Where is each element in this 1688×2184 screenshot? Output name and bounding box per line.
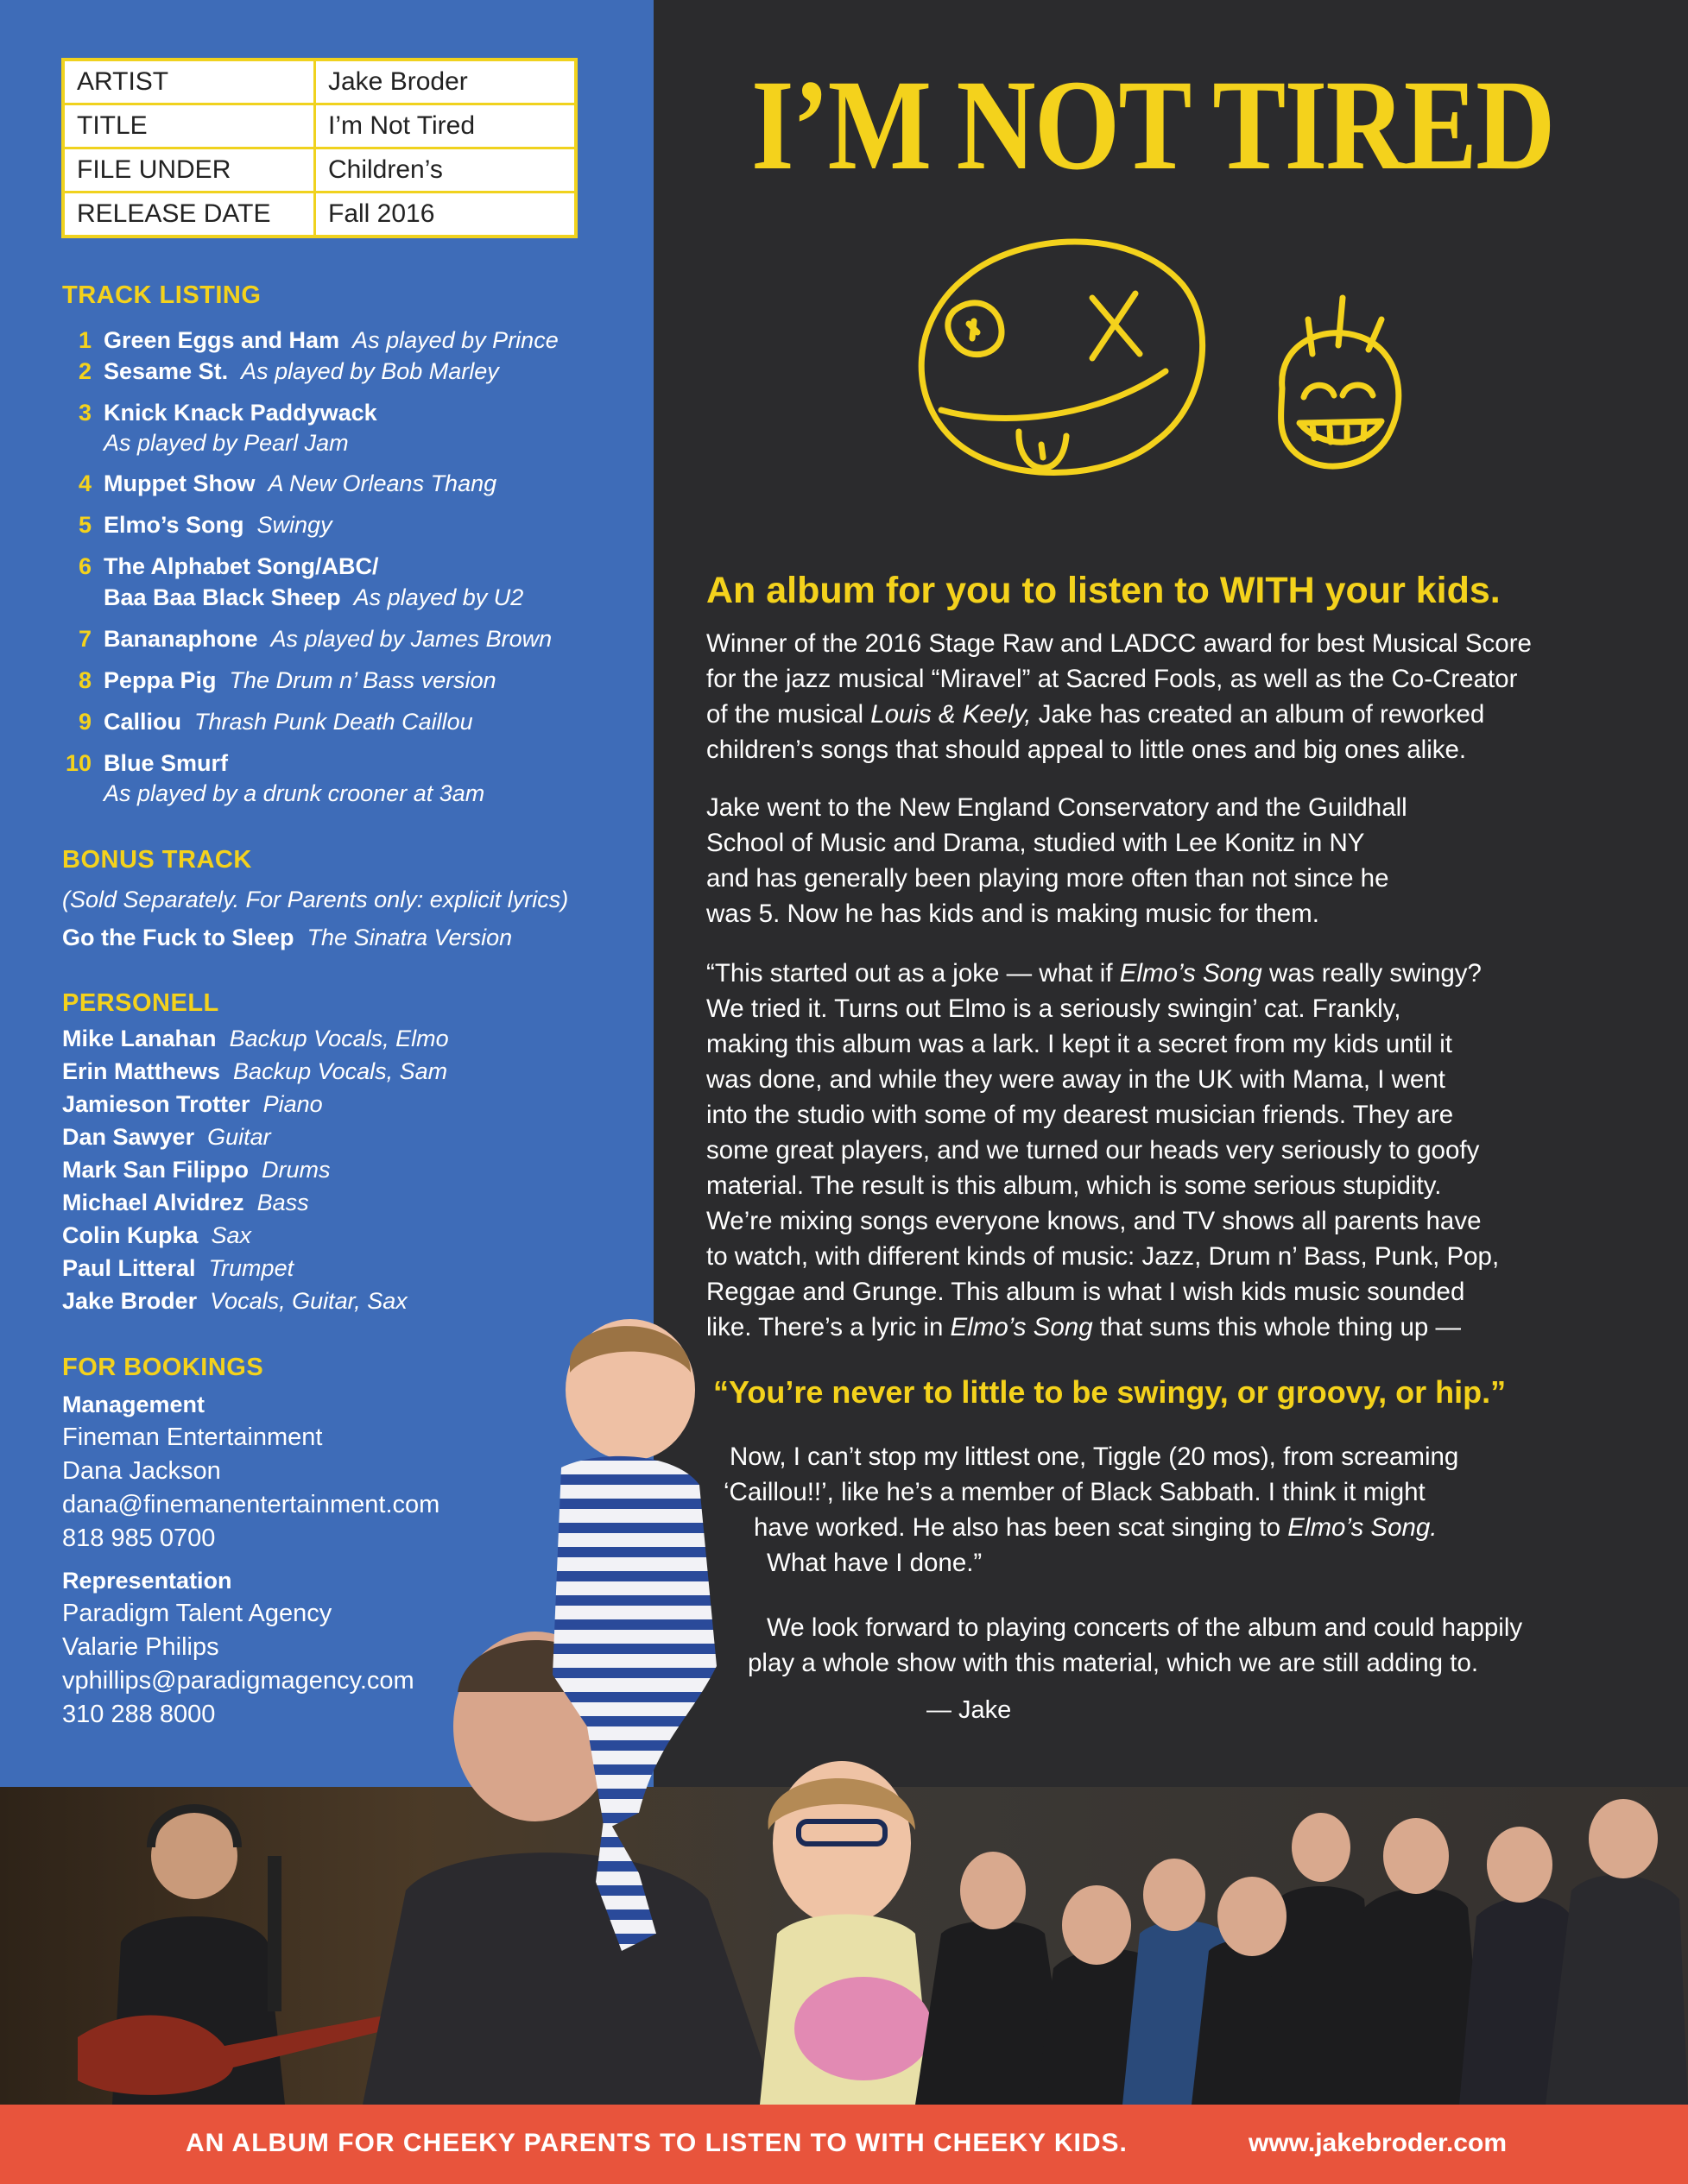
info-key: TITLE <box>63 104 315 148</box>
track-number: 2 <box>78 358 92 384</box>
plush-toy <box>794 1977 933 2080</box>
info-value: Fall 2016 <box>315 193 577 237</box>
footer-tagline: AN ALBUM FOR CHEEKY PARENTS TO LISTEN TO WITH CHEEKY KIDS. <box>186 2129 1128 2157</box>
track-title: Calliou <box>104 709 182 735</box>
track-title-line2: Baa Baa Black Sheep <box>104 584 341 610</box>
bonus-version: The Sinatra Version <box>307 925 513 950</box>
bonus-track-heading: BONUS TRACK <box>62 846 252 874</box>
info-key: ARTIST <box>63 60 315 104</box>
story-line: What have I done.” <box>767 1549 983 1577</box>
track-listing-heading: TRACK LISTING <box>62 281 262 309</box>
track-title: Bananaphone <box>104 626 258 652</box>
track-title: Peppa Pig <box>104 667 217 693</box>
personell-item: Dan Sawyer Guitar <box>62 1124 271 1150</box>
personell-item: Jake Broder Vocals, Guitar, Sax <box>62 1288 408 1314</box>
bonus-title: Go the Fuck to Sleep <box>62 925 294 950</box>
management-label: Management <box>62 1392 205 1417</box>
track-title: Knick Knack Paddywack <box>104 400 377 426</box>
track-note: As played by Pearl Jam <box>104 430 349 456</box>
info-key: FILE UNDER <box>63 148 315 193</box>
track-note: A New Orleans Thang <box>268 470 497 496</box>
track-number: 6 <box>78 553 92 579</box>
closing-line: play a whole show with this material, which we are still adding to. <box>748 1649 1479 1677</box>
track-note: As played by a drunk crooner at 3am <box>104 780 485 806</box>
track-number: 10 <box>65 750 92 776</box>
management-company: Fineman Entertainment <box>62 1423 323 1451</box>
track-title: Blue Smurf <box>104 750 229 776</box>
track-number: 3 <box>78 400 92 426</box>
track-title: Elmo’s Song <box>104 512 244 538</box>
bookings-heading: FOR BOOKINGS <box>62 1354 264 1381</box>
track-note: As played by James Brown <box>270 626 553 652</box>
track-note: As played by Bob Marley <box>241 358 499 384</box>
signature: — Jake <box>926 1696 1012 1724</box>
education-paragraph: Jake went to the New England Conservatory and the Guildhall School of Music and Drama, studied with Lee Konitz in NY and has generally been playing more often than not since he was 5. Now he has kids and is making music for them. <box>706 793 1407 928</box>
closing-line: We look forward to playing concerts of the album and could happily <box>767 1613 1523 1642</box>
album-title: I’M NOT TIRED <box>751 54 1554 197</box>
track-note: The Drum n’ Bass version <box>229 667 496 693</box>
personell-item: Erin Matthews Backup Vocals, Sam <box>62 1058 448 1084</box>
representation-company: Paradigm Talent Agency <box>62 1600 332 1627</box>
track-number: 5 <box>78 512 92 538</box>
personell-item: Michael Alvidrez Bass <box>62 1190 309 1215</box>
track-number: 7 <box>78 626 92 652</box>
track-title: The Alphabet Song/ABC/ <box>104 553 379 579</box>
management-contact: Dana Jackson <box>62 1457 221 1485</box>
info-value: Jake Broder <box>315 60 577 104</box>
management-email[interactable]: dana@finemanentertainment.com <box>62 1491 440 1518</box>
personell-item: Mark San Filippo Drums <box>62 1157 331 1183</box>
track-note: Thrash Punk Death Caillou <box>194 709 473 735</box>
representation-contact: Valarie Philips <box>62 1633 219 1661</box>
guitarist-head <box>151 1813 237 1899</box>
personell-heading: PERSONELL <box>62 989 219 1017</box>
story-line: Now, I can’t stop my littlest one, Tiggle (20 mos), from screaming <box>730 1442 1459 1471</box>
track-number: 9 <box>78 709 92 735</box>
track-title: Green Eggs and Ham <box>104 327 340 353</box>
footer-website-link[interactable]: www.jakebroder.com <box>1249 2129 1507 2157</box>
bio-paragraph: Winner of the 2016 Stage Raw and LADCC award for best Musical Score for the jazz musical “Miravel” at Sacred Fools, as well as the Co-Creator of the musical Louis & Keely, Jake has created an album of reworked children’s songs that should appeal to little ones and big ones alike. <box>706 629 1532 764</box>
story-paragraph: “This started out as a joke — what if Elmo’s Song was really swingy? We tried it. Turns out Elmo is a seriously swingin’ cat. Frankly, making this album was a lark. I kept it a secret from my kids until it was done, and while they were away in the UK with Mama, I went into the studio with some of my dearest musician friends. They are some great players, and we turned our heads very seriously to goofy material. The result is this album, which is some serious stupidity. We’re mixing songs everyone knows, and TV shows all parents have to watch, with different kinds of music: Jazz, Drum n’ Bass, Punk, Pop, Reggae and Grunge. This album is what I wish kids music sounded like. There’s a lyric in Elmo’s Song that sums this whole thing up — <box>706 959 1500 1341</box>
personell-item: Paul Litteral Trumpet <box>62 1255 294 1281</box>
personell-item: Colin Kupka Sax <box>62 1222 252 1248</box>
representation-label: Representation <box>62 1568 232 1594</box>
personell-item: Jamieson Trotter Piano <box>62 1091 323 1117</box>
track-note: As played by Prince <box>352 327 559 353</box>
management-phone: 818 985 0700 <box>62 1524 216 1552</box>
info-value: Children’s <box>315 148 577 193</box>
representation-email[interactable]: vphillips@paradigmagency.com <box>62 1667 414 1695</box>
pull-quote: “You’re never to little to be swingy, or groovy, or hip.” <box>713 1374 1507 1410</box>
headline: An album for you to listen to WITH your kids. <box>706 570 1501 611</box>
representation-phone: 310 288 8000 <box>62 1701 216 1728</box>
track-number: 8 <box>78 667 92 693</box>
info-value: I’m Not Tired <box>315 104 577 148</box>
info-key: RELEASE DATE <box>63 193 315 237</box>
story-line: have worked. He also has been scat singing to Elmo’s Song. <box>754 1513 1438 1542</box>
story-line: ‘Caillou!!’, like he’s a member of Black Sabbath. I think it might <box>724 1478 1426 1506</box>
track-title: Sesame St. <box>104 358 229 384</box>
track-number: 1 <box>78 327 92 353</box>
personell-item: Mike Lanahan Backup Vocals, Elmo <box>62 1026 449 1051</box>
track-note: Swingy <box>256 512 332 538</box>
track-number: 4 <box>78 470 92 496</box>
bonus-note: (Sold Separately. For Parents only: explicit lyrics) <box>62 887 569 912</box>
track-title: Muppet Show <box>104 470 256 496</box>
footer-banner <box>0 2105 1688 2184</box>
track-note: As played by U2 <box>353 584 524 610</box>
